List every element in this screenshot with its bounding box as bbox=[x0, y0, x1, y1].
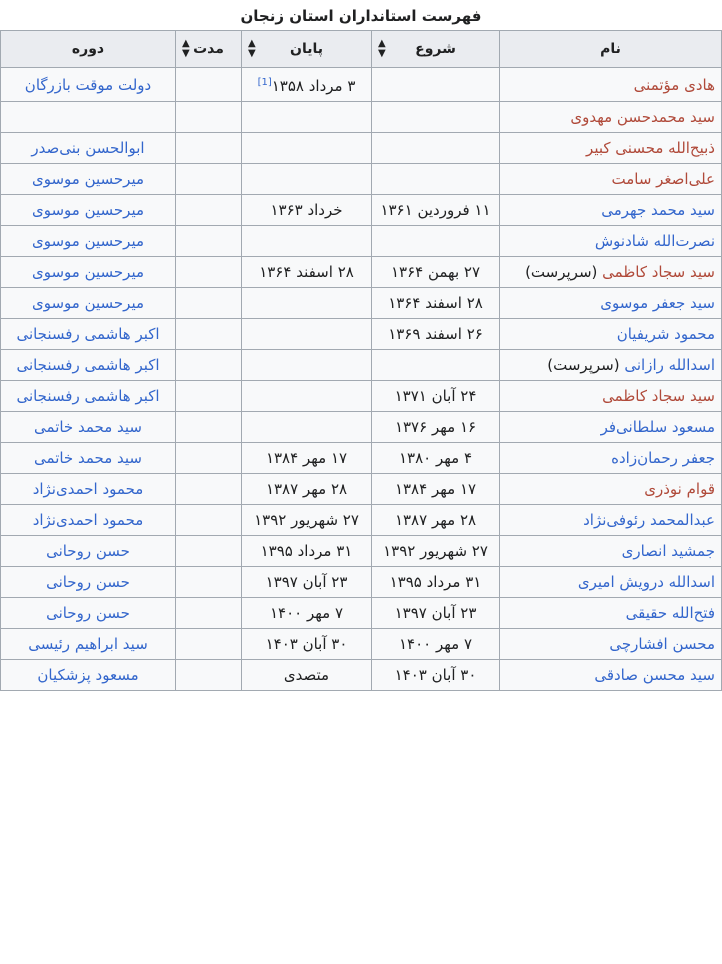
governor-link[interactable]: مسعود سلطانی‌فر bbox=[600, 418, 715, 436]
cell-period bbox=[1, 195, 176, 226]
administration-link[interactable]: سید ابراهیم رئیسی bbox=[28, 635, 148, 653]
governor-link[interactable]: جمشید انصاری bbox=[621, 542, 715, 560]
governor-link[interactable]: محمود شریفیان bbox=[616, 325, 715, 343]
cell-period bbox=[1, 474, 176, 505]
governor-link[interactable]: محسن افشارچی bbox=[609, 635, 715, 653]
governor-link[interactable]: سید سجاد کاظمی bbox=[602, 387, 715, 405]
cell-duration bbox=[176, 319, 242, 350]
cell-period bbox=[1, 164, 176, 195]
administration-link[interactable]: سید محمد خاتمی bbox=[34, 418, 142, 436]
cell-end bbox=[242, 598, 372, 629]
sort-arrows-icon[interactable]: ▲ ▼ bbox=[248, 38, 256, 59]
administration-link[interactable]: میرحسین موسوی bbox=[31, 263, 145, 281]
governor-link[interactable]: ذبیح‌الله محسنی کبیر bbox=[586, 139, 715, 157]
cell-period bbox=[1, 660, 176, 691]
governor-link[interactable]: سید محمد جهرمی bbox=[601, 201, 715, 219]
governor-link[interactable]: سید سجاد کاظمی bbox=[602, 263, 715, 281]
cell-end bbox=[242, 660, 372, 691]
administration-link[interactable]: میرحسین موسوی bbox=[31, 201, 145, 219]
table-row bbox=[1, 133, 722, 164]
cell-name bbox=[500, 505, 722, 536]
table-caption: فهرست استانداران استان زنجان bbox=[240, 7, 482, 25]
cell-start: ۱۶ مهر ۱۳۷۶ bbox=[372, 412, 500, 443]
header-start[interactable] bbox=[372, 31, 500, 68]
cell-name bbox=[500, 536, 722, 567]
cell-period bbox=[1, 629, 176, 660]
cell-end bbox=[242, 567, 372, 598]
cell-period bbox=[1, 68, 176, 102]
cell-period bbox=[1, 412, 176, 443]
cell-start: ۲۸ اسفند ۱۳۶۴ bbox=[372, 288, 500, 319]
cell-duration bbox=[176, 102, 242, 133]
header-end[interactable] bbox=[242, 31, 372, 68]
end-date: ۳ مرداد ۱۳۵۸ bbox=[271, 77, 356, 95]
administration-link[interactable]: اکبر هاشمی رفسنجانی bbox=[16, 325, 160, 343]
header-name-label: نام bbox=[600, 41, 621, 57]
cell-end bbox=[242, 164, 372, 195]
cell-name bbox=[500, 381, 722, 412]
cell-start bbox=[372, 164, 500, 195]
administration-link[interactable]: حسن روحانی bbox=[46, 573, 130, 591]
table-row bbox=[1, 660, 722, 691]
cell-end bbox=[242, 68, 372, 102]
cell-end bbox=[242, 536, 372, 567]
cell-name bbox=[500, 257, 722, 288]
cell-name bbox=[500, 350, 722, 381]
governor-link[interactable]: علی‌اصغر سامت bbox=[611, 170, 715, 188]
table-row bbox=[1, 443, 722, 474]
header-end-label: پایان bbox=[290, 41, 323, 57]
cell-duration bbox=[176, 257, 242, 288]
header-duration-label: مدت bbox=[193, 41, 224, 57]
cell-name bbox=[500, 68, 722, 102]
header-duration[interactable] bbox=[176, 31, 242, 68]
administration-link[interactable]: حسن روحانی bbox=[46, 604, 130, 622]
governor-link[interactable]: نصرت‌الله شادنوش bbox=[594, 232, 715, 250]
cell-name bbox=[500, 629, 722, 660]
cell-name bbox=[500, 226, 722, 257]
cell-period bbox=[1, 257, 176, 288]
cell-end bbox=[242, 443, 372, 474]
cell-start: ۱۱ فروردین ۱۳۶۱ bbox=[372, 195, 500, 226]
governor-link[interactable]: قوام نوذری bbox=[644, 480, 715, 498]
end-date: ۲۳ آبان ۱۳۹۷ bbox=[265, 573, 348, 591]
administration-link[interactable]: محمود احمدی‌نژاد bbox=[32, 511, 144, 529]
cell-duration bbox=[176, 598, 242, 629]
cell-duration bbox=[176, 474, 242, 505]
cell-end bbox=[242, 195, 372, 226]
sort-arrows-icon[interactable]: ▲ ▼ bbox=[378, 38, 386, 59]
cell-period bbox=[1, 505, 176, 536]
cell-start bbox=[372, 133, 500, 164]
administration-link[interactable]: دولت موقت بازرگان bbox=[24, 75, 152, 94]
table-row bbox=[1, 257, 722, 288]
cell-end bbox=[242, 102, 372, 133]
cell-end bbox=[242, 319, 372, 350]
cell-duration bbox=[176, 288, 242, 319]
cell-end bbox=[242, 381, 372, 412]
cell-period bbox=[1, 226, 176, 257]
table-row bbox=[1, 412, 722, 443]
reference-link[interactable]: [1] bbox=[257, 77, 272, 88]
cell-duration bbox=[176, 536, 242, 567]
governor-link[interactable]: جعفر رحمان‌زاده bbox=[611, 449, 715, 467]
governor-link[interactable]: اسدالله رازانی bbox=[624, 356, 715, 374]
cell-end bbox=[242, 350, 372, 381]
cell-period bbox=[1, 443, 176, 474]
header-period-label: دوره bbox=[71, 41, 105, 57]
cell-end bbox=[242, 412, 372, 443]
administration-link[interactable]: میرحسین موسوی bbox=[31, 232, 145, 250]
table-row bbox=[1, 598, 722, 629]
cell-period bbox=[1, 536, 176, 567]
cell-duration bbox=[176, 443, 242, 474]
cell-end bbox=[242, 474, 372, 505]
cell-period bbox=[1, 102, 176, 133]
header-name bbox=[500, 31, 722, 68]
table-row bbox=[1, 474, 722, 505]
cell-period bbox=[1, 288, 176, 319]
cell-duration bbox=[176, 164, 242, 195]
table-row bbox=[1, 350, 722, 381]
cell-start: ۲۴ آبان ۱۳۷۱ bbox=[372, 381, 500, 412]
end-date: متصدی bbox=[283, 666, 330, 684]
header-row bbox=[1, 31, 722, 68]
cell-period bbox=[1, 319, 176, 350]
cell-name bbox=[500, 133, 722, 164]
administration-link[interactable]: ابوالحسن بنی‌صدر bbox=[31, 139, 145, 157]
end-date: ۳۱ مرداد ۱۳۹۵ bbox=[260, 542, 353, 560]
governor-link[interactable]: اسدالله درویش امیری bbox=[577, 573, 715, 591]
end-date: ۱۷ مهر ۱۳۸۴ bbox=[265, 449, 348, 467]
cell-duration bbox=[176, 68, 242, 102]
table-row bbox=[1, 102, 722, 133]
cell-duration bbox=[176, 381, 242, 412]
end-date: ۲۷ شهریور ۱۳۹۲ bbox=[254, 511, 359, 529]
end-date: خرداد ۱۳۶۳ bbox=[270, 201, 343, 219]
administration-link[interactable]: اکبر هاشمی رفسنجانی bbox=[16, 387, 160, 405]
administration-link[interactable]: میرحسین موسوی bbox=[31, 170, 145, 188]
cell-start bbox=[372, 226, 500, 257]
cell-start: ۱۷ مهر ۱۳۸۴ bbox=[372, 474, 500, 505]
governor-link[interactable]: سید محمدحسن مهدوی bbox=[570, 108, 715, 126]
table-row bbox=[1, 567, 722, 598]
sort-arrows-icon[interactable]: ▲ ▼ bbox=[182, 38, 190, 59]
cell-end bbox=[242, 629, 372, 660]
cell-end bbox=[242, 288, 372, 319]
administration-link[interactable]: محمود احمدی‌نژاد bbox=[32, 480, 144, 498]
cell-name bbox=[500, 102, 722, 133]
cell-period bbox=[1, 350, 176, 381]
cell-start: ۳۰ آبان ۱۴۰۳ bbox=[372, 660, 500, 691]
cell-start bbox=[372, 350, 500, 381]
cell-end bbox=[242, 505, 372, 536]
header-start-label: شروع bbox=[415, 41, 456, 57]
governor-link[interactable]: هادی مؤتمنی bbox=[633, 75, 715, 94]
cell-period bbox=[1, 598, 176, 629]
cell-name bbox=[500, 412, 722, 443]
end-date: ۲۸ اسفند ۱۳۶۴ bbox=[259, 263, 354, 281]
table-row bbox=[1, 195, 722, 226]
table-body bbox=[1, 68, 722, 691]
governors-table bbox=[0, 30, 722, 691]
cell-end bbox=[242, 226, 372, 257]
cell-duration bbox=[176, 505, 242, 536]
end-date: ۳۰ آبان ۱۴۰۳ bbox=[265, 635, 348, 653]
cell-period bbox=[1, 133, 176, 164]
cell-name bbox=[500, 567, 722, 598]
cell-duration bbox=[176, 226, 242, 257]
cell-start: ۳۱ مرداد ۱۳۹۵ bbox=[372, 567, 500, 598]
acting-note: (سرپرست) bbox=[525, 263, 598, 281]
cell-name bbox=[500, 598, 722, 629]
cell-start bbox=[372, 102, 500, 133]
cell-duration bbox=[176, 412, 242, 443]
table-row bbox=[1, 164, 722, 195]
table-row bbox=[1, 319, 722, 350]
cell-start: ۴ مهر ۱۳۸۰ bbox=[372, 443, 500, 474]
table-row bbox=[1, 226, 722, 257]
acting-note: (سرپرست) bbox=[547, 356, 620, 374]
table-row bbox=[1, 68, 722, 102]
cell-start: ۲۷ بهمن ۱۳۶۴ bbox=[372, 257, 500, 288]
table-row bbox=[1, 629, 722, 660]
governor-link[interactable]: فتح‌الله حقیقی bbox=[625, 604, 715, 622]
cell-duration bbox=[176, 660, 242, 691]
cell-period bbox=[1, 381, 176, 412]
table-row bbox=[1, 505, 722, 536]
administration-link[interactable]: حسن روحانی bbox=[46, 542, 130, 560]
cell-name bbox=[500, 660, 722, 691]
governor-link[interactable]: سید محسن صادقی bbox=[594, 666, 715, 684]
cell-name bbox=[500, 474, 722, 505]
cell-start bbox=[372, 68, 500, 102]
cell-start: ۲۳ آبان ۱۳۹۷ bbox=[372, 598, 500, 629]
end-date: ۲۸ مهر ۱۳۸۷ bbox=[265, 480, 348, 498]
governor-link[interactable]: عبدالمحمد رئوفی‌نژاد bbox=[583, 511, 715, 529]
table-row bbox=[1, 536, 722, 567]
cell-name bbox=[500, 288, 722, 319]
cell-duration bbox=[176, 350, 242, 381]
cell-duration bbox=[176, 567, 242, 598]
administration-link[interactable]: اکبر هاشمی رفسنجانی bbox=[16, 356, 160, 374]
table-row bbox=[1, 288, 722, 319]
cell-name bbox=[500, 164, 722, 195]
table-row bbox=[1, 381, 722, 412]
administration-link[interactable]: میرحسین موسوی bbox=[31, 294, 145, 312]
cell-name bbox=[500, 195, 722, 226]
cell-end bbox=[242, 133, 372, 164]
cell-end bbox=[242, 257, 372, 288]
cell-start: ۷ مهر ۱۴۰۰ bbox=[372, 629, 500, 660]
cell-start: ۲۷ شهریور ۱۳۹۲ bbox=[372, 536, 500, 567]
cell-period bbox=[1, 567, 176, 598]
header-period bbox=[1, 31, 176, 68]
administration-link[interactable]: مسعود پزشکیان bbox=[37, 666, 139, 684]
cell-name bbox=[500, 443, 722, 474]
cell-duration bbox=[176, 629, 242, 660]
administration-link[interactable]: سید محمد خاتمی bbox=[34, 449, 142, 467]
cell-start: ۲۸ مهر ۱۳۸۷ bbox=[372, 505, 500, 536]
cell-duration bbox=[176, 195, 242, 226]
governor-link[interactable]: سید جعفر موسوی bbox=[600, 294, 715, 312]
end-date: ۷ مهر ۱۴۰۰ bbox=[269, 604, 344, 622]
cell-start: ۲۶ اسفند ۱۳۶۹ bbox=[372, 319, 500, 350]
cell-duration bbox=[176, 133, 242, 164]
cell-name bbox=[500, 319, 722, 350]
